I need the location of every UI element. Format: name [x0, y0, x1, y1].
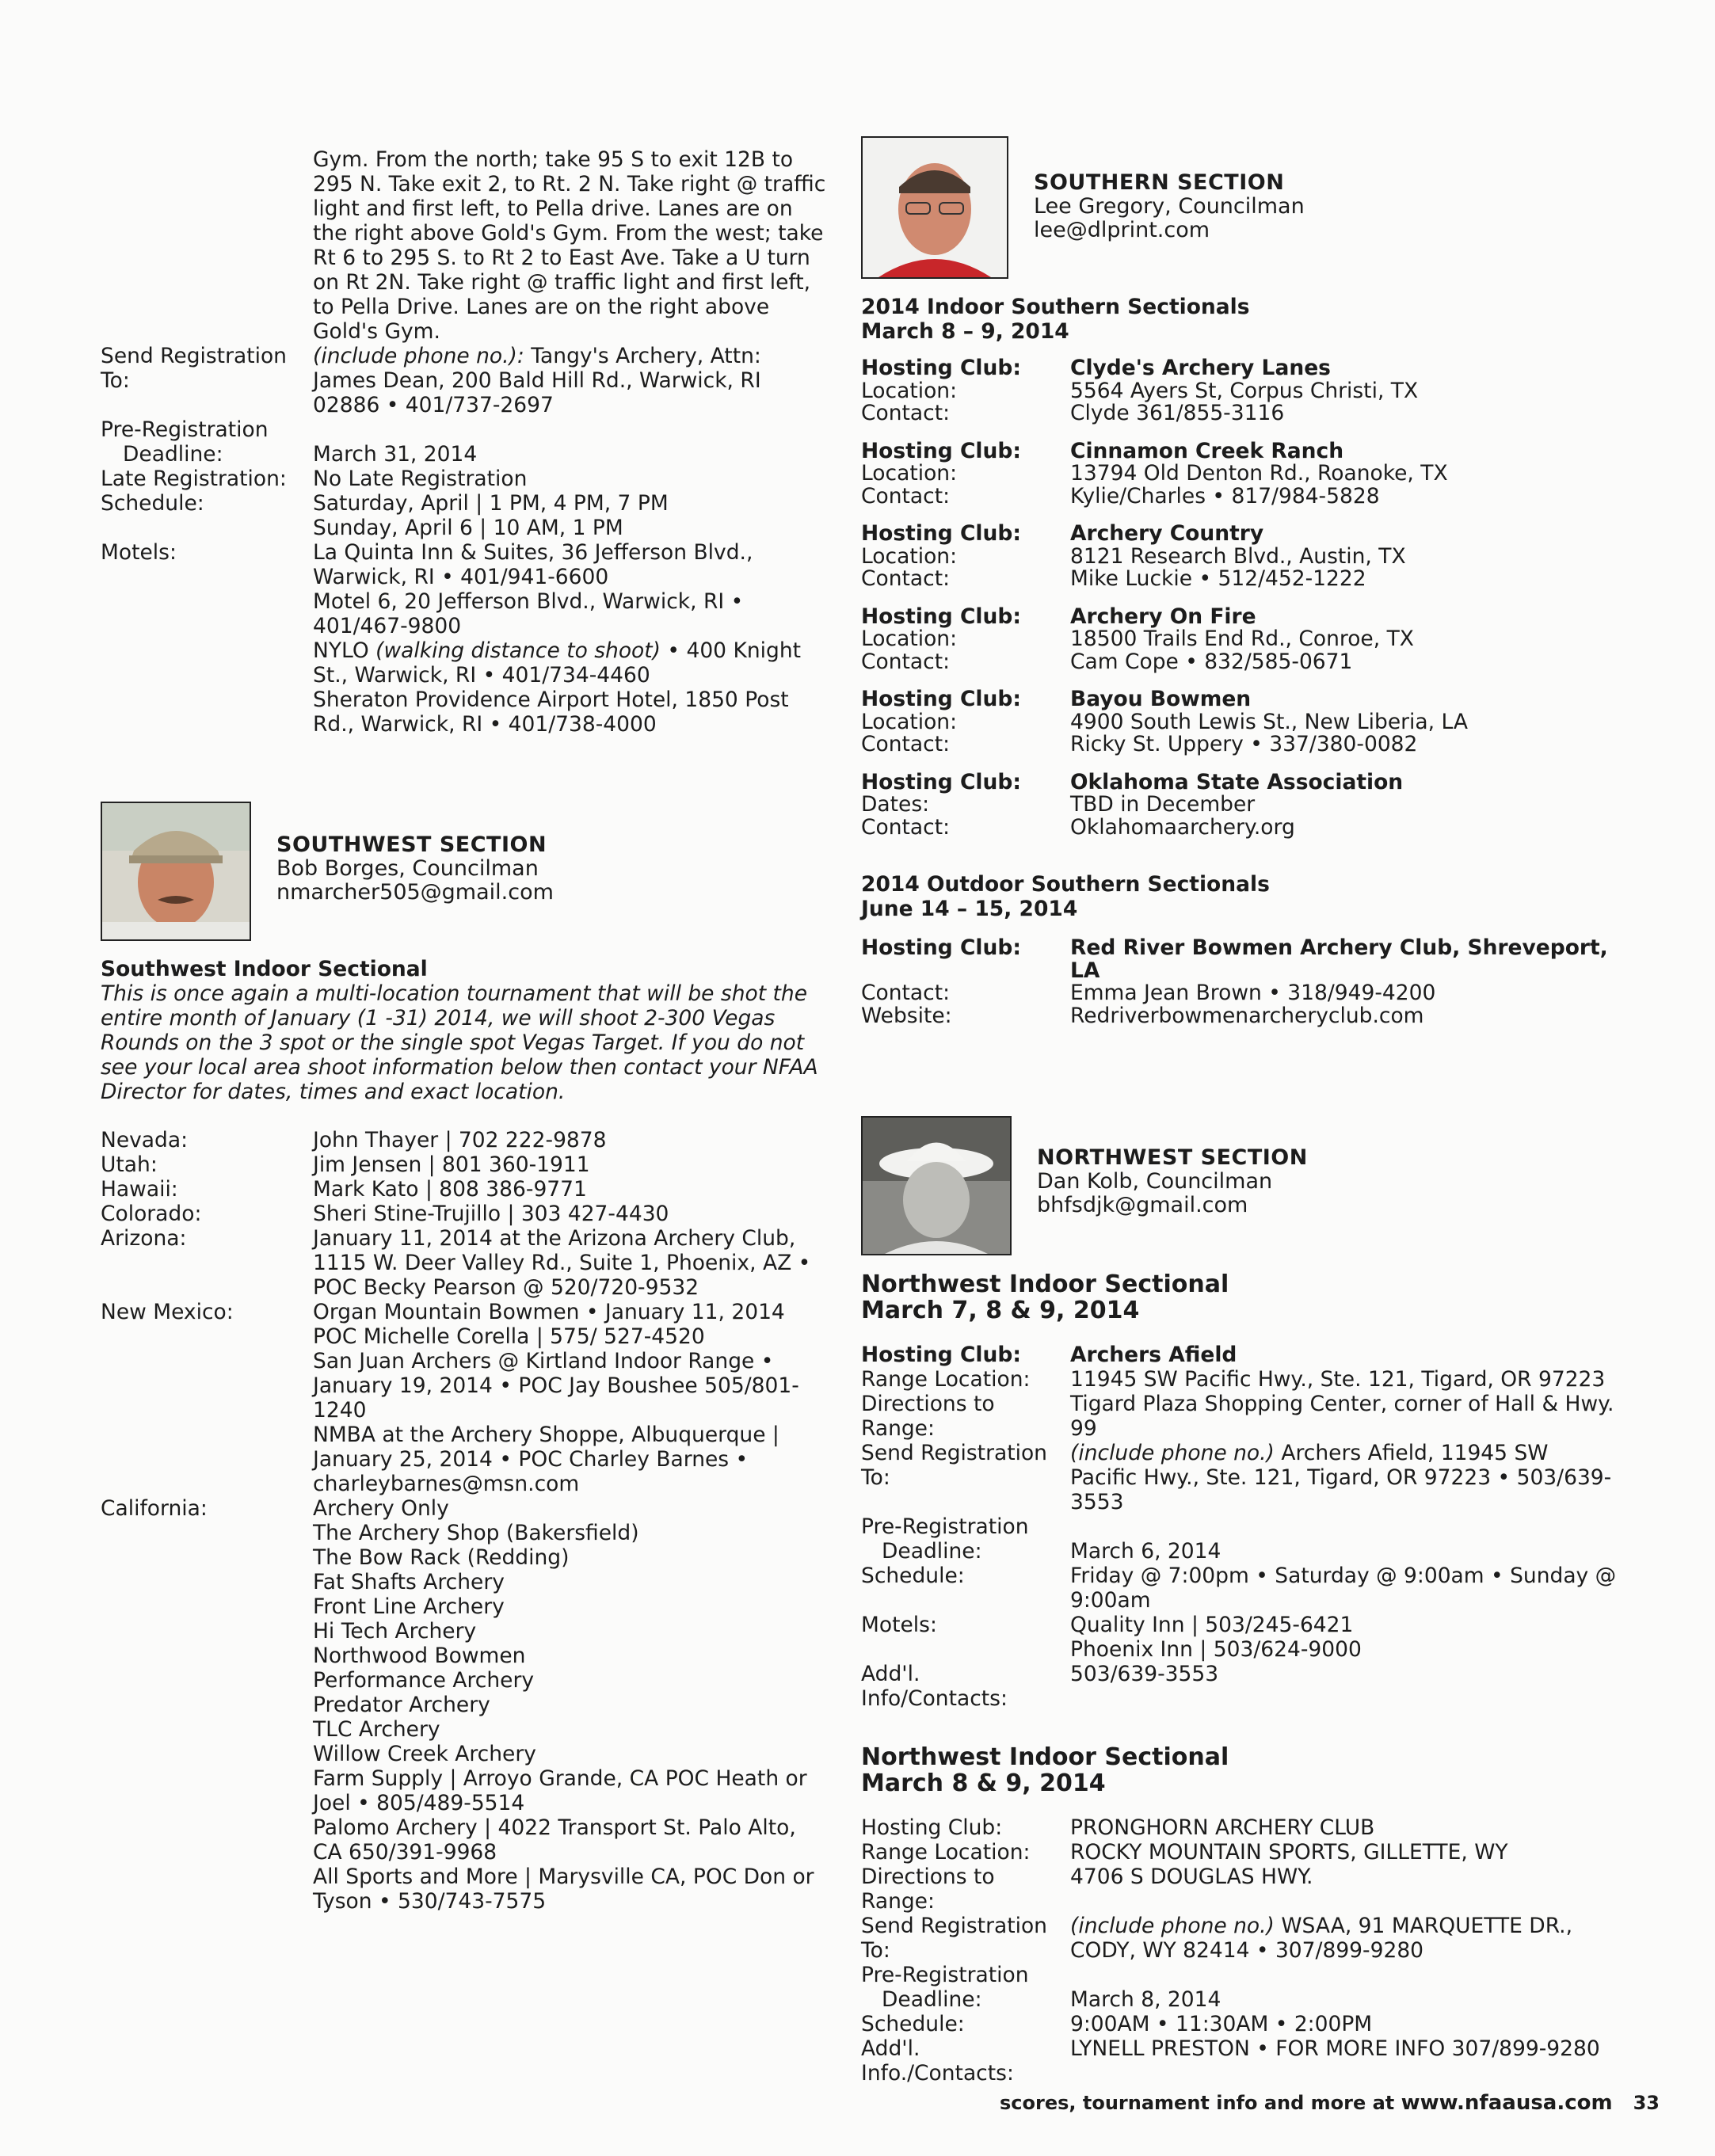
- field-value: Archery On Fire: [1070, 604, 1256, 629]
- contact-line: Fat Shafts Archery: [313, 1570, 505, 1594]
- page-footer: [1000, 2091, 1660, 2115]
- field-label: Dates:: [861, 792, 930, 817]
- club-website[interactable]: Redriverbowmenarcheryclub.com: [1070, 1003, 1424, 1028]
- state-label: New Mexico:: [101, 1300, 234, 1324]
- new-england-details: [101, 147, 829, 737]
- field-label: Contact:: [861, 566, 951, 591]
- contact-line: Archery Only: [313, 1496, 449, 1521]
- councilman-name: Lee Gregory, Councilman: [1034, 194, 1305, 219]
- state-label: Arizona:: [101, 1226, 187, 1251]
- motels-value: La Quinta Inn & Suites, 36 Jefferson Blvd., Warwick, RI • 401/941-6600 Motel 6, 20 Jefferson Blvd., Warwick, RI • 401/467-9800 NYLO (walking distance to shoot) • 400 Knight St., Warwick, RI • 401/734-4460 Sheraton Providence Airport Hotel, 1850 Post Rd., Warwick, RI • 401/738-4000: [313, 540, 802, 737]
- southern-section-header: [861, 136, 1622, 279]
- councilman-name: Dan Kolb, Councilman: [1037, 1169, 1273, 1194]
- field-label: Location:: [861, 627, 958, 651]
- field-value: Cinnamon Creek Ranch: [1070, 438, 1344, 463]
- field-label: Location:: [861, 461, 958, 486]
- field-value: Kylie/Charles • 817/984-5828: [1070, 483, 1380, 509]
- state-contact: [313, 1300, 829, 1496]
- contact-line: Sheri Stine-Trujillo | 303 427-4430: [313, 1202, 669, 1226]
- field-value: Cam Cope • 832/585-0671: [1070, 649, 1353, 674]
- field-label: Hosting Club:: [861, 356, 1021, 380]
- schedule-value: Saturday, April | 1 PM, 4 PM, 7 PM Sunday, April 6 | 10 AM, 1 PM: [313, 491, 669, 540]
- field-label: Contact:: [861, 814, 951, 840]
- southern-clubs: [861, 357, 1622, 839]
- contact-line: Palomo Archery | 4022 Transport St. Palo Alto, CA 650/391-9968: [313, 1815, 796, 1865]
- late-registration-label: Late Registration:: [101, 467, 287, 491]
- field-value: Oklahoma State Association: [1070, 769, 1404, 794]
- late-registration-value: No Late Registration: [313, 467, 528, 491]
- contact-line: The Archery Shop (Bakersfield): [313, 1521, 639, 1545]
- left-column: [101, 147, 829, 1914]
- contact-line: Farm Supply | Arroyo Grande, CA POC Heath or Joel • 805/489-5514: [313, 1766, 807, 1815]
- state-contact: [313, 1202, 829, 1226]
- state-contact: [313, 1152, 829, 1177]
- contact-line: Organ Mountain Bowmen • January 11, 2014 POC Michelle Corella | 575/ 527-4520: [313, 1300, 785, 1349]
- field-label: Hosting Club:: [861, 687, 1021, 711]
- hosting-club: [861, 523, 1622, 591]
- contact-line: Mark Kato | 808 386-9771: [313, 1177, 587, 1202]
- state-contact: [313, 1496, 829, 1914]
- field-label: Hosting Club:: [861, 521, 1021, 546]
- hosting-club: [861, 688, 1622, 756]
- event-title: Southwest Indoor Sectional: [101, 957, 428, 981]
- prereg-value: March 31, 2014: [313, 442, 478, 467]
- councilman-photo: [101, 802, 251, 941]
- contact-line: Hi Tech Archery: [313, 1619, 477, 1644]
- contact-line: The Bow Rack (Redding): [313, 1545, 570, 1570]
- state-label: Colorado:: [101, 1202, 202, 1226]
- field-value: Oklahomaarchery.org: [1070, 814, 1295, 840]
- field-label: Location:: [861, 378, 958, 403]
- field-value: Mike Luckie • 512/452-1222: [1070, 566, 1366, 591]
- field-label: Contact:: [861, 401, 951, 425]
- northwest-section-header: [861, 1116, 1622, 1255]
- field-label: Location:: [861, 543, 958, 569]
- councilman-email[interactable]: bhfsdjk@gmail.com: [1037, 1193, 1248, 1217]
- contact-line: Northwood Bowmen: [313, 1644, 526, 1668]
- indoor-southern-heading: [861, 295, 1622, 344]
- footer-url[interactable]: www.nfaausa.com: [1401, 2091, 1613, 2115]
- councilman-email[interactable]: lee@dlprint.com: [1034, 218, 1210, 242]
- event-title: 2014 Outdoor Southern Sectionals: [861, 872, 1270, 897]
- state-contacts: [101, 1128, 829, 1914]
- field-label: Hosting Club:: [861, 438, 1021, 463]
- footer-text: scores, tournament info and more at: [1000, 2092, 1401, 2114]
- contact-line: All Sports and More | Marysville CA, POC Don or Tyson • 530/743-7575: [313, 1865, 814, 1914]
- state-contact: [313, 1177, 829, 1202]
- field-value: 18500 Trails End Rd., Conroe, TX: [1070, 627, 1414, 651]
- page-number: 33: [1633, 2092, 1660, 2114]
- field-value: Ricky St. Uppery • 337/380-0082: [1070, 732, 1418, 756]
- motels-label: Motels:: [101, 540, 177, 565]
- event-title: Northwest Indoor Sectional: [861, 1270, 1229, 1298]
- state-label: Nevada:: [101, 1128, 189, 1152]
- section-title: SOUTHWEST SECTION: [276, 832, 547, 857]
- councilman-photo: [861, 136, 1008, 279]
- contact-line: TLC Archery: [313, 1717, 440, 1742]
- southwest-section-header: [101, 802, 829, 941]
- field-value: 13794 Old Denton Rd., Roanoke, TX: [1070, 461, 1448, 486]
- field-label: Location:: [861, 709, 958, 734]
- state-contact: [313, 1128, 829, 1152]
- hosting-club: [861, 606, 1622, 674]
- councilman-email[interactable]: nmarcher505@gmail.com: [276, 880, 554, 905]
- field-value: 8121 Research Blvd., Austin, TX: [1070, 543, 1406, 569]
- send-registration-label: Send Registration To:: [101, 344, 287, 393]
- outdoor-southern-heading: [861, 872, 1622, 921]
- contact-line: Jim Jensen | 801 360-1911: [313, 1152, 590, 1177]
- northwest-event-2-heading: [861, 1744, 1622, 1796]
- hosting-club: [861, 440, 1622, 509]
- contact-line: Front Line Archery: [313, 1594, 505, 1619]
- outdoor-club: Hosting Club: Red River Bowmen Archery Club, Shreveport, LA Contact: Emma Jean Brown • 318/949-4200 Website: Redriverbowmenarcheryclub.com: [861, 937, 1622, 1027]
- field-label: Contact:: [861, 483, 951, 509]
- field-value: Clyde's Archery Lanes: [1070, 356, 1331, 380]
- field-value: Clyde 361/855-3116: [1070, 401, 1285, 425]
- contact-line: NMBA at the Archery Shoppe, Albuquerque | January 25, 2014 • POC Charley Barnes • charleybarnes@msn.com: [313, 1423, 779, 1496]
- contact-line: January 11, 2014 at the Arizona Archery Club, 1115 W. Deer Valley Rd., Suite 1, Phoenix, AZ • POC Becky Pearson @ 520/720-9532: [313, 1226, 811, 1300]
- contact-line: Willow Creek Archery: [313, 1742, 536, 1766]
- directions-text: Gym. From the north; take 95 S to exit 12B to 295 N. Take exit 2, to Rt. 2 N. Take right @ traffic light and first left, to Pella drive. Lanes are on the right above Gold's Gym. From the west; take Rt 6 to 295 S. to Rt 2 to East Ave. Take a U turn on Rt 2N. Take right @ traffic light and first left, to Pella Drive. Lanes are on the right above Gold's Gym.: [313, 147, 826, 344]
- field-label: Hosting Club:: [861, 604, 1021, 629]
- northwest-event-1-details: Hosting Club: Archers Afield Range Location: 11945 SW Pacific Hwy., Ste. 121, Tigard, OR 97223 Directions to Range: Tigard Plaza Shopping Center, corner of Hall & Hwy. 99 Send Registration To: (include phone no.) Archers Afield, 11945 SW Pacific Hwy., Ste. 121, Tigard, OR 97223 • 503/639-3553 Pre-Registration Deadline: March 6, 2014 Schedule: Friday @ 7:00pm • Saturday @ 9:00am • Sunday @ 9:00am Motels: Quality Inn | 503/245-6421 Phoenix Inn | 503/624-9000 Add'l. Info/Contacts: 503/639-3553: [861, 1343, 1617, 1711]
- right-column: [861, 136, 1622, 2086]
- field-label: Hosting Club:: [861, 769, 1021, 794]
- event-description: This is once again a multi-location tournament that will be shot the entire month of January (1 -31) 2014, we will shoot 2-300 Vegas Rounds on the 3 spot or the single spot Vegas Target. If you do not see your local area shoot information below then contact your NFAA Director for dates, times and exact location.: [101, 981, 818, 1104]
- field-value: Archery Country: [1070, 521, 1264, 546]
- event-dates: March 8 & 9, 2014: [861, 1769, 1106, 1797]
- state-label: California:: [101, 1496, 208, 1521]
- schedule-label: Schedule:: [101, 491, 204, 516]
- send-registration-value: (include phone no.): Tangy's Archery, Attn: James Dean, 200 Bald Hill Rd., Warwick, RI 02886 • 401/737-2697: [313, 344, 761, 417]
- field-value: TBD in December: [1070, 792, 1256, 817]
- contact-line: Predator Archery: [313, 1693, 490, 1717]
- field-value: Bayou Bowmen: [1070, 687, 1252, 711]
- field-value: 4900 South Lewis St., New Liberia, LA: [1070, 709, 1468, 734]
- field-value: 5564 Ayers St, Corpus Christi, TX: [1070, 378, 1419, 403]
- northwest-event-2-details: Hosting Club: PRONGHORN ARCHERY CLUB Range Location: ROCKY MOUNTAIN SPORTS, GILLETTE, WY Directions to Range: 4706 S DOUGLAS HWY. Send Registration To: (include phone no.) WSAA, 91 MARQUETTE DR., CODY, WY 82414 • 307/899-9280 Pre-Registration Deadline: March 8, 2014 Schedule: 9:00AM • 11:30AM • 2:00PM Add'l. Info./Contacts: LYNELL PRESTON • FOR MORE INFO 307/899-9280: [861, 1815, 1600, 2086]
- section-title: NORTHWEST SECTION: [1037, 1145, 1308, 1170]
- event-dates: June 14 – 15, 2014: [861, 897, 1078, 921]
- councilman-photo: [861, 1116, 1012, 1255]
- contact-line: San Juan Archers @ Kirtland Indoor Range • January 19, 2014 • POC Jay Boushee 505/801-1240: [313, 1349, 799, 1423]
- section-title: SOUTHERN SECTION: [1034, 170, 1285, 195]
- northwest-event-1-heading: [861, 1271, 1622, 1324]
- southwest-event: [101, 957, 829, 1104]
- contact-line: John Thayer | 702 222-9878: [313, 1128, 607, 1152]
- councilman-name: Bob Borges, Councilman: [276, 856, 539, 881]
- event-dates: March 8 – 9, 2014: [861, 319, 1069, 344]
- state-label: Hawaii:: [101, 1177, 178, 1202]
- hosting-club: [861, 357, 1622, 425]
- event-dates: March 7, 8 & 9, 2014: [861, 1297, 1140, 1324]
- event-title: 2014 Indoor Southern Sectionals: [861, 295, 1250, 319]
- field-label: Contact:: [861, 732, 951, 756]
- contact-line: Performance Archery: [313, 1668, 535, 1693]
- hosting-club: [861, 771, 1622, 840]
- prereg-label: Pre-Registration Deadline:: [101, 417, 269, 467]
- state-label: Utah:: [101, 1152, 158, 1177]
- field-label: Contact:: [861, 649, 951, 674]
- event-title: Northwest Indoor Sectional: [861, 1743, 1229, 1771]
- state-contact: [313, 1226, 829, 1300]
